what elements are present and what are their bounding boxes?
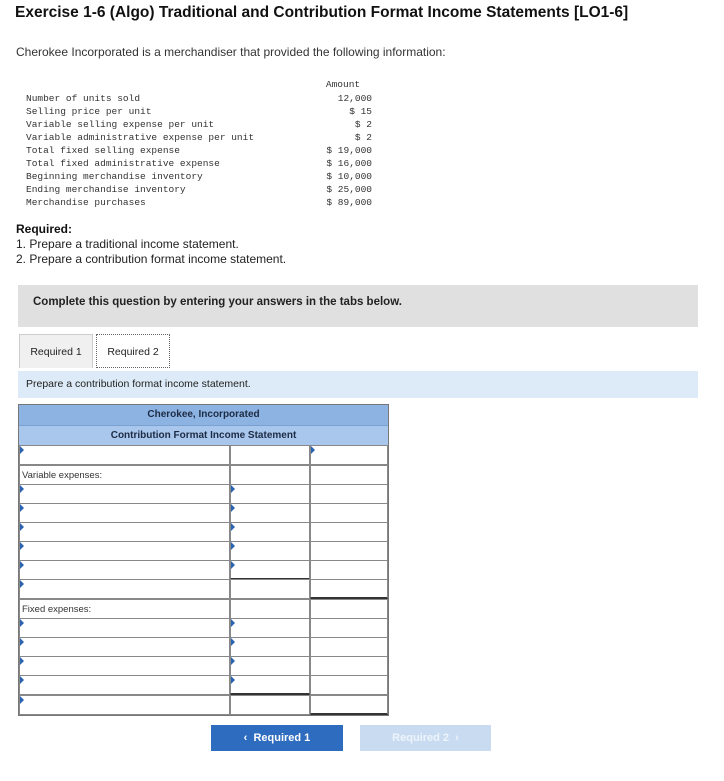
- table-row: [26, 131, 382, 144]
- dropdown-marker-icon: [20, 696, 24, 704]
- row-value: $ 2: [354, 119, 372, 130]
- line-item-input[interactable]: [20, 446, 229, 464]
- statement-cell: [310, 637, 388, 657]
- amount-input[interactable]: [311, 523, 387, 541]
- amount-input[interactable]: [311, 600, 387, 618]
- statement-cell: [310, 445, 388, 465]
- amount-input[interactable]: [231, 446, 309, 464]
- row-value: 12,000: [337, 93, 372, 104]
- amount-input[interactable]: [311, 676, 387, 694]
- row-value: $ 89,000: [326, 197, 372, 208]
- dropdown-marker-icon: [231, 561, 235, 569]
- statement-cell: [230, 484, 310, 504]
- table-row: [26, 105, 382, 118]
- line-item-input[interactable]: [20, 676, 229, 694]
- amount-column-header: Amount: [325, 79, 361, 90]
- statement-cell: [310, 675, 388, 695]
- amount-input[interactable]: [231, 542, 309, 560]
- section-label: Variable expenses:: [22, 470, 103, 481]
- statement-cell: [230, 656, 310, 676]
- prev-required-1-button[interactable]: ‹ Required 1: [211, 725, 343, 751]
- statement-cell: [230, 445, 310, 465]
- line-item-input[interactable]: [20, 657, 229, 675]
- line-item-input[interactable]: [20, 542, 229, 560]
- row-value: $ 2: [354, 132, 372, 143]
- line-item-input[interactable]: [20, 580, 229, 598]
- statement-cell: [19, 675, 230, 695]
- dropdown-marker-icon: [231, 638, 235, 646]
- statement-cell: [310, 656, 388, 676]
- amount-input[interactable]: [311, 696, 387, 713]
- dropdown-marker-icon: [20, 523, 24, 531]
- dropdown-marker-icon: [20, 542, 24, 550]
- tab-required-1[interactable]: Required 1: [19, 334, 93, 368]
- line-item-input[interactable]: [20, 619, 229, 637]
- statement-cell: [310, 503, 388, 523]
- amount-input[interactable]: [231, 466, 309, 484]
- statement-cell: [230, 599, 310, 619]
- table-row: [26, 157, 382, 170]
- amount-input[interactable]: [311, 466, 387, 484]
- amount-input[interactable]: [311, 542, 387, 560]
- next-label: Required 2: [392, 732, 450, 744]
- prev-label: Required 1: [253, 732, 311, 744]
- statement-cell: [19, 656, 230, 676]
- dropdown-marker-icon: [231, 657, 235, 665]
- row-label: Number of units sold: [26, 93, 141, 104]
- required-heading: Required:: [16, 222, 73, 236]
- row-label: Total fixed selling expense: [26, 145, 180, 156]
- amount-input[interactable]: [311, 485, 387, 503]
- statement-title: Contribution Format Income Statement: [19, 425, 388, 445]
- amount-input[interactable]: [231, 676, 309, 693]
- table-row: [26, 92, 382, 105]
- amount-input[interactable]: [231, 485, 309, 503]
- amount-input[interactable]: [231, 657, 309, 675]
- statement-cell: [19, 579, 230, 599]
- statement-cell: [230, 637, 310, 657]
- statement-cell: [310, 579, 388, 599]
- table-row: [26, 170, 382, 183]
- statement-cell: [310, 560, 388, 580]
- statement-cell: [230, 541, 310, 561]
- statement-cell: [19, 618, 230, 638]
- statement-cell: [19, 599, 230, 619]
- amount-input[interactable]: [311, 657, 387, 675]
- amount-input[interactable]: [311, 638, 387, 656]
- amount-input[interactable]: [311, 619, 387, 637]
- amount-input[interactable]: [231, 696, 309, 714]
- dropdown-marker-icon: [20, 485, 24, 493]
- tab-instruction: [18, 371, 698, 398]
- amount-input[interactable]: [231, 619, 309, 637]
- line-item-input[interactable]: [20, 561, 229, 579]
- statement-cell: [310, 695, 388, 715]
- row-label: Selling price per unit: [26, 106, 152, 117]
- statement-cell: [19, 503, 230, 523]
- statement-cell: [19, 522, 230, 542]
- table-row: [26, 118, 382, 131]
- row-value: $ 10,000: [326, 171, 372, 182]
- line-item-input[interactable]: [20, 696, 229, 714]
- statement-cell: [19, 465, 230, 485]
- row-label: Variable selling expense per unit: [26, 119, 215, 130]
- table-row: [26, 183, 382, 196]
- dropdown-marker-icon: [231, 485, 235, 493]
- statement-cell: [19, 445, 230, 465]
- row-value: $ 15: [349, 106, 372, 117]
- statement-cell: [230, 560, 310, 580]
- row-value: $ 16,000: [326, 158, 372, 169]
- exercise-title: Exercise 1-6 (Algo) Traditional and Contribution Format Income Statements [LO1-6]: [15, 4, 629, 21]
- statement-cell: [19, 541, 230, 561]
- statement-cell: [19, 637, 230, 657]
- statement-cell: [310, 522, 388, 542]
- amount-input[interactable]: [311, 504, 387, 522]
- statement-cell: [230, 522, 310, 542]
- row-label: Beginning merchandise inventory: [26, 171, 203, 182]
- next-required-2-button: Required 2 ›: [360, 725, 491, 751]
- dropdown-marker-icon: [231, 542, 235, 550]
- instruction-banner: [18, 285, 698, 327]
- statement-cell: [310, 465, 388, 485]
- line-item-input[interactable]: [20, 638, 229, 656]
- dropdown-marker-icon: [20, 446, 24, 454]
- dropdown-marker-icon: [20, 504, 24, 512]
- row-value: $ 25,000: [326, 184, 372, 195]
- line-item-input[interactable]: [20, 504, 229, 522]
- banner-text: Complete this question by entering your answers in the tabs below.: [33, 296, 402, 308]
- amount-input[interactable]: [311, 580, 387, 597]
- table-row: [26, 144, 382, 157]
- line-item-input[interactable]: [20, 485, 229, 503]
- statement-cell: [230, 579, 310, 599]
- section-label: Fixed expenses:: [22, 604, 92, 615]
- required-item: 1. Prepare a traditional income statement.: [16, 237, 239, 251]
- statement-cell: [230, 695, 310, 715]
- dropdown-marker-icon: [20, 580, 24, 588]
- dropdown-marker-icon: [20, 561, 24, 569]
- required-item: 2. Prepare a contribution format income statement.: [16, 252, 287, 266]
- statement-cell: [310, 618, 388, 638]
- amount-input[interactable]: [311, 561, 387, 579]
- intro-text: Cherokee Incorporated is a merchandiser that provided the following information:: [16, 45, 446, 59]
- dropdown-marker-icon: [20, 638, 24, 646]
- dropdown-marker-icon: [231, 504, 235, 512]
- statement-cell: [19, 695, 230, 715]
- amount-input[interactable]: [231, 504, 309, 522]
- amount-input[interactable]: [311, 446, 387, 464]
- statement-cell: [310, 599, 388, 619]
- statement-cell: [310, 484, 388, 504]
- statement-cell: [230, 503, 310, 523]
- income-statement-form: [18, 404, 389, 716]
- dropdown-marker-icon: [311, 446, 315, 454]
- tab-required-2[interactable]: Required 2: [96, 334, 170, 368]
- amount-input[interactable]: [231, 638, 309, 656]
- statement-cell: [230, 675, 310, 695]
- dropdown-marker-icon: [231, 523, 235, 531]
- row-label: Merchandise purchases: [26, 197, 146, 208]
- dropdown-marker-icon: [20, 657, 24, 665]
- dropdown-marker-icon: [20, 676, 24, 684]
- row-label: Ending merchandise inventory: [26, 184, 186, 195]
- dropdown-marker-icon: [231, 676, 235, 684]
- table-row: [26, 196, 382, 209]
- amount-input[interactable]: [231, 523, 309, 541]
- row-label: Total fixed administrative expense: [26, 158, 220, 169]
- statement-cell: [230, 465, 310, 485]
- row-label: Variable administrative expense per unit: [26, 132, 255, 143]
- statement-cell: [230, 618, 310, 638]
- line-item-input[interactable]: [20, 523, 229, 541]
- company-name: Cherokee, Incorporated: [19, 405, 388, 425]
- statement-cell: [19, 560, 230, 580]
- dropdown-marker-icon: [231, 619, 235, 627]
- row-value: $ 19,000: [326, 145, 372, 156]
- instruction-text: Prepare a contribution format income statement.: [26, 378, 251, 390]
- statement-cell: [310, 541, 388, 561]
- statement-cell: [19, 484, 230, 504]
- dropdown-marker-icon: [20, 619, 24, 627]
- amount-input[interactable]: [231, 600, 309, 618]
- amount-input[interactable]: [231, 561, 309, 578]
- amount-input[interactable]: [231, 580, 309, 598]
